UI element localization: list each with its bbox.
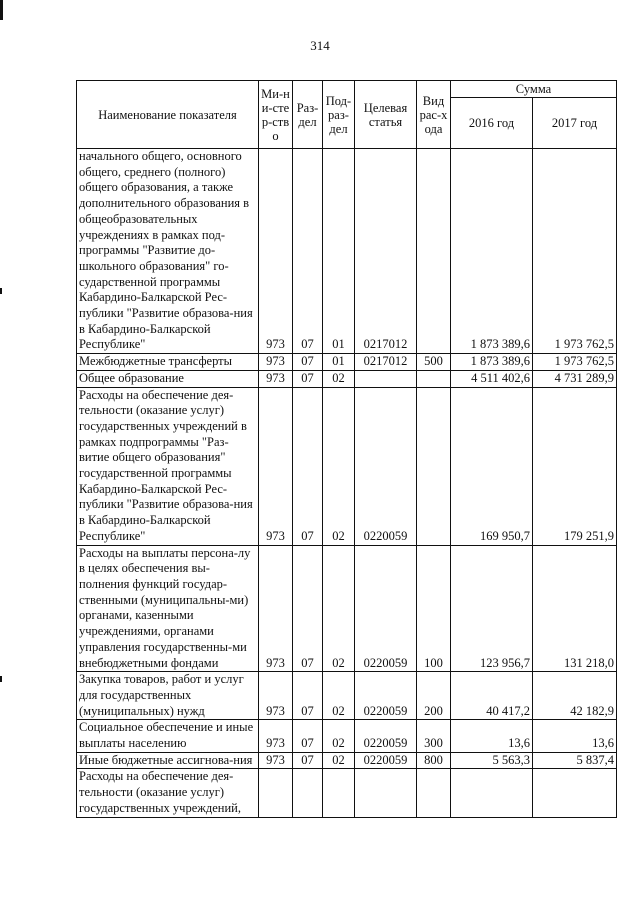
- row-subsection: [323, 769, 355, 817]
- row-target: 0220059: [355, 672, 417, 720]
- row-ministry: 973: [259, 354, 293, 371]
- budget-table: [76, 80, 617, 818]
- scan-edge-mark: [0, 288, 2, 294]
- page-number: 314: [310, 38, 330, 53]
- row-section: 07: [293, 387, 323, 545]
- row-expense-type: 500: [417, 354, 451, 371]
- row-2016: 40 417,2: [451, 672, 533, 720]
- row-name: Расходы на выплаты персона-лу в целях обеспечения вы-полнения функций государ-ственными (муниципальны-ми) органами, казенными учреждениями, органами управления государственны-ми внебюджетными фондами: [77, 545, 259, 672]
- row-section: 07: [293, 752, 323, 769]
- row-ministry: 973: [259, 545, 293, 672]
- scan-edge-mark: [0, 0, 3, 20]
- row-2017: 42 182,9: [533, 672, 617, 720]
- header-sum: Сумма: [451, 81, 617, 98]
- row-name: Социальное обеспечение и иные выплаты населению: [77, 720, 259, 752]
- row-section: 07: [293, 354, 323, 371]
- row-2016: 169 950,7: [451, 387, 533, 545]
- row-target: [355, 370, 417, 387]
- row-2017: 5 837,4: [533, 752, 617, 769]
- row-2016: 123 956,7: [451, 545, 533, 672]
- row-2017: 1 973 762,5: [533, 354, 617, 371]
- table-row: [77, 149, 617, 354]
- row-subsection: 02: [323, 672, 355, 720]
- table-row: [77, 545, 617, 672]
- header-ministry: Ми-ни-стер-ство: [259, 81, 293, 149]
- row-2017: 131 218,0: [533, 545, 617, 672]
- row-target: 0220059: [355, 545, 417, 672]
- row-ministry: 973: [259, 672, 293, 720]
- row-2016: 5 563,3: [451, 752, 533, 769]
- row-ministry: 973: [259, 387, 293, 545]
- table-row: [77, 720, 617, 752]
- row-ministry: 973: [259, 370, 293, 387]
- header-2017: 2017 год: [533, 98, 617, 149]
- row-subsection: 02: [323, 752, 355, 769]
- row-section: 07: [293, 672, 323, 720]
- row-2017: 13,6: [533, 720, 617, 752]
- row-expense-type: [417, 370, 451, 387]
- row-2016: 1 873 389,6: [451, 149, 533, 354]
- row-expense-type: [417, 769, 451, 817]
- table-row: [77, 672, 617, 720]
- header-name: Наименование показателя: [77, 81, 259, 149]
- header-2016: 2016 год: [451, 98, 533, 149]
- row-subsection: 02: [323, 387, 355, 545]
- row-ministry: 973: [259, 720, 293, 752]
- row-2017: 4 731 289,9: [533, 370, 617, 387]
- row-subsection: 02: [323, 370, 355, 387]
- row-target: 0217012: [355, 354, 417, 371]
- table-row: [77, 752, 617, 769]
- row-2016: 1 873 389,6: [451, 354, 533, 371]
- row-subsection: 01: [323, 354, 355, 371]
- row-ministry: 973: [259, 149, 293, 354]
- row-name: Закупка товаров, работ и услуг для государственных (муниципальных) нужд: [77, 672, 259, 720]
- row-2016: 4 511 402,6: [451, 370, 533, 387]
- row-target: 0217012: [355, 149, 417, 354]
- row-2017: 179 251,9: [533, 387, 617, 545]
- row-2016: 13,6: [451, 720, 533, 752]
- row-section: [293, 769, 323, 817]
- row-subsection: 02: [323, 545, 355, 672]
- row-name: Межбюджетные трансферты: [77, 354, 259, 371]
- header-target: Целевая статья: [355, 81, 417, 149]
- row-subsection: 01: [323, 149, 355, 354]
- row-expense-type: 100: [417, 545, 451, 672]
- row-name: Расходы на обеспечение дея-тельности (оказание услуг) государственных учреждений,: [77, 769, 259, 817]
- row-target: 0220059: [355, 752, 417, 769]
- row-section: 07: [293, 370, 323, 387]
- row-name: Расходы на обеспечение дея-тельности (оказание услуг) государственных учреждений в рамках подпрограммы "Раз-витие общего образования" государственной программы Кабардино-Балкарской Рес-публики "Развитие образова-ния в Кабардино-Балкарской Республике": [77, 387, 259, 545]
- row-target: 0220059: [355, 387, 417, 545]
- row-expense-type: [417, 387, 451, 545]
- row-target: 0220059: [355, 720, 417, 752]
- row-expense-type: 800: [417, 752, 451, 769]
- row-2017: [533, 769, 617, 817]
- row-name: Общее образование: [77, 370, 259, 387]
- row-ministry: 973: [259, 752, 293, 769]
- row-section: 07: [293, 149, 323, 354]
- header-section: Раз-дел: [293, 81, 323, 149]
- table-row: [77, 387, 617, 545]
- header-expense-type: Вид рас-хода: [417, 81, 451, 149]
- row-section: 07: [293, 720, 323, 752]
- row-name: Иные бюджетные ассигнова-ния: [77, 752, 259, 769]
- row-2016: [451, 769, 533, 817]
- row-2017: 1 973 762,5: [533, 149, 617, 354]
- row-section: 07: [293, 545, 323, 672]
- row-target: [355, 769, 417, 817]
- row-name: начального общего, основного общего, среднего (полного) общего образования, а также дополнительного образования в общеобразовательных учреждениях в рамках под-программы "Развитие до-школьного образования" го-сударственной программы Кабардино-Балкарской Рес-публики "Развитие образова-ния в Кабардино-Балкарской Республике": [77, 149, 259, 354]
- row-expense-type: [417, 149, 451, 354]
- table-row: [77, 370, 617, 387]
- row-expense-type: 200: [417, 672, 451, 720]
- table-row: [77, 354, 617, 371]
- row-ministry: [259, 769, 293, 817]
- table-row: [77, 769, 617, 817]
- row-subsection: 02: [323, 720, 355, 752]
- scan-edge-mark: [0, 676, 2, 682]
- row-expense-type: 300: [417, 720, 451, 752]
- header-subsection: Под-раз-дел: [323, 81, 355, 149]
